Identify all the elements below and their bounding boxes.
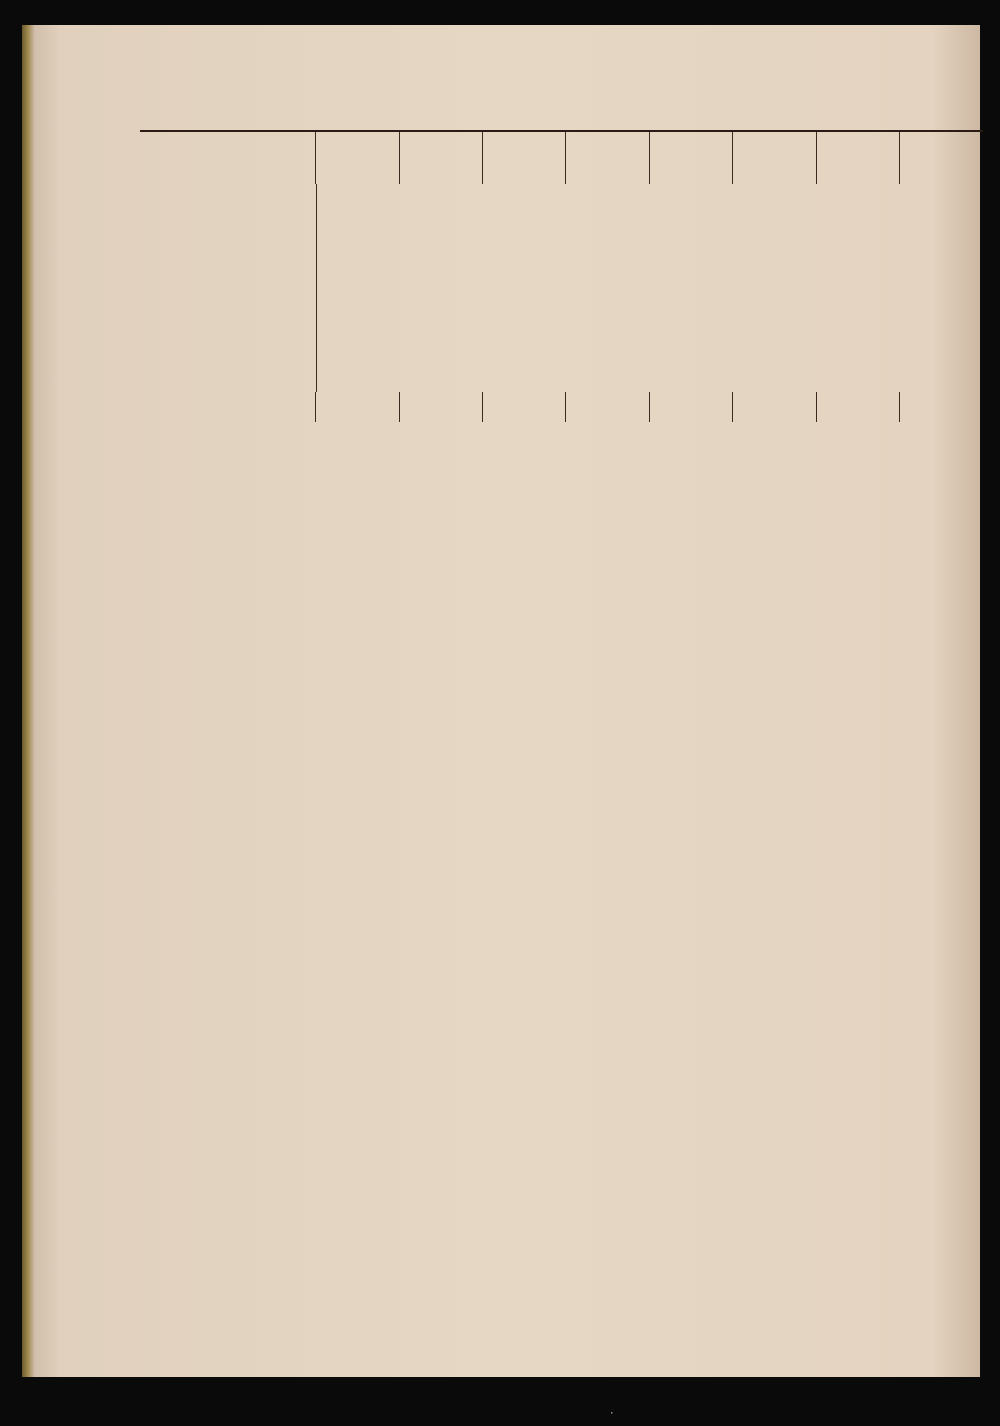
minute-label — [853, 392, 899, 422]
zodiac-sign-icon — [316, 210, 353, 236]
degree-label — [900, 392, 937, 422]
planet-column-4 — [649, 131, 732, 184]
title-cell — [140, 131, 316, 184]
zodiac-sign-icon — [316, 366, 353, 392]
zodiac-sign-icon — [316, 288, 353, 314]
minute-label — [353, 392, 399, 422]
degree-label — [483, 392, 520, 422]
sign-header-row — [140, 184, 983, 392]
degree-label — [566, 392, 603, 422]
degree-label — [316, 392, 353, 422]
zodiac-sign-icon — [316, 340, 353, 366]
day-column-label — [280, 392, 316, 422]
degree-label — [649, 392, 686, 422]
degree-label — [816, 392, 853, 422]
zodiac-sign-icon — [316, 184, 353, 210]
minute-label — [520, 392, 566, 422]
planet-column-7 — [900, 131, 983, 184]
planet-column-5 — [733, 131, 816, 184]
minute-label — [687, 392, 733, 422]
minute-label — [436, 392, 482, 422]
planet-column-1 — [399, 131, 482, 184]
degree-label — [399, 392, 436, 422]
book-spine — [22, 25, 34, 1377]
planet-column-0 — [316, 131, 399, 184]
minute-label — [937, 392, 983, 422]
planet-column-2 — [483, 131, 566, 184]
planet-header-row — [140, 131, 983, 184]
digitization-footer: · — [610, 1407, 617, 1419]
zodiac-sign-icon — [316, 314, 353, 340]
planet-column-6 — [816, 131, 899, 184]
degree-label — [733, 392, 770, 422]
minute-label — [603, 392, 649, 422]
minute-label — [770, 392, 816, 422]
zodiac-sign-icon — [316, 262, 353, 288]
unit-header-row — [140, 392, 983, 422]
planet-column-3 — [566, 131, 649, 184]
ephemeris-table — [140, 130, 983, 422]
zodiac-sign-icon — [316, 236, 353, 262]
